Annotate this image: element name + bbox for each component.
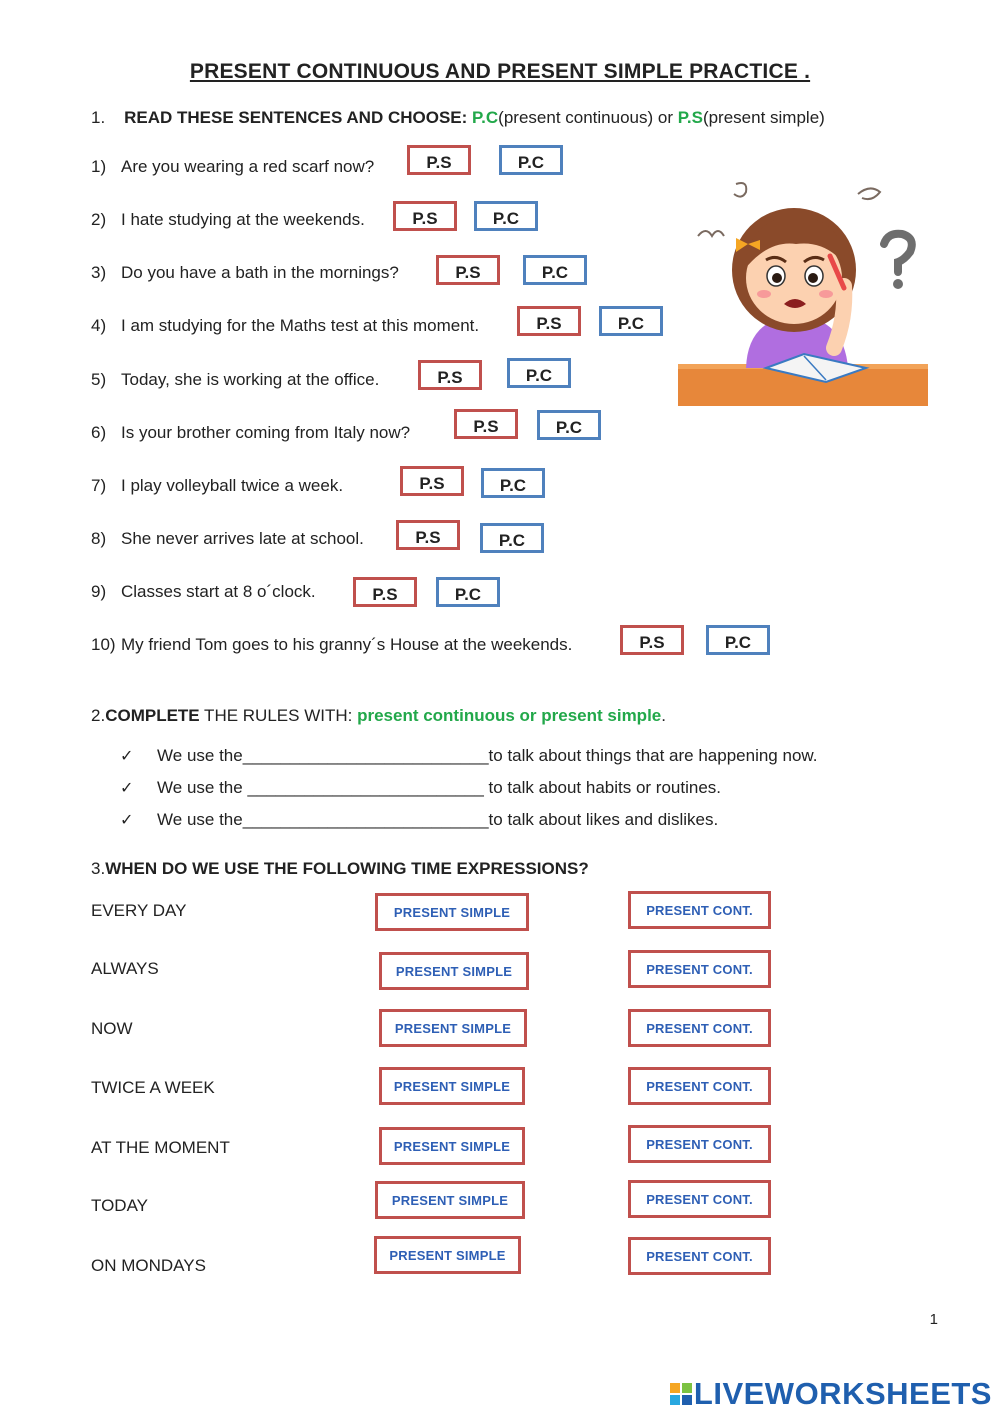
- pc-option-button[interactable]: P.C: [474, 201, 538, 231]
- confused-girl-illustration: [676, 178, 930, 410]
- checkmark-icon: ✓: [120, 780, 134, 797]
- section2-green: present continuous or present simple: [357, 706, 662, 725]
- rule-blank[interactable]: _________________________: [247, 778, 484, 797]
- present-simple-button[interactable]: PRESENT SIMPLE: [375, 1181, 525, 1219]
- present-cont-button[interactable]: PRESENT CONT.: [628, 1009, 771, 1047]
- sentence-num: 3): [91, 263, 107, 282]
- worksheet-title: PRESENT CONTINUOUS AND PRESENT SIMPLE PRACTICE .: [189, 60, 811, 83]
- sentence-text: Do you have a bath in the mornings?: [121, 263, 399, 282]
- ps-option-button[interactable]: P.S: [400, 466, 464, 496]
- sentence-text: She never arrives late at school.: [121, 529, 364, 548]
- section3-bold: WHEN DO WE USE THE FOLLOWING TIME EXPRESSIONS?: [105, 859, 589, 878]
- ps-option-button[interactable]: P.S: [393, 201, 457, 231]
- section3-heading: [91, 859, 589, 879]
- rule-row: [120, 810, 718, 830]
- time-expression: EVERY DAY: [91, 901, 187, 920]
- rule-end: to talk about likes and dislikes.: [488, 810, 719, 829]
- pc-option-button[interactable]: P.C: [507, 358, 571, 388]
- ps-option-button[interactable]: P.S: [353, 577, 417, 607]
- pc-option-button[interactable]: P.C: [706, 625, 770, 655]
- section2-heading: [91, 706, 666, 726]
- sentence-text: I play volleyball twice a week.: [121, 476, 344, 495]
- ps-option-button[interactable]: P.S: [517, 306, 581, 336]
- brand-text: LIVEWORKSHEETS: [693, 1376, 992, 1411]
- time-expression: TODAY: [91, 1196, 148, 1215]
- rule-blank[interactable]: __________________________: [242, 810, 489, 829]
- present-cont-button[interactable]: PRESENT CONT.: [628, 950, 771, 988]
- rule-end: to talk about habits or routines.: [483, 778, 722, 797]
- rule-start: We use the: [157, 746, 243, 765]
- pc-option-button[interactable]: P.C: [499, 145, 563, 175]
- pc-option-button[interactable]: P.C: [523, 255, 587, 285]
- sentence-num: 8): [91, 529, 107, 548]
- ps-option-button[interactable]: P.S: [620, 625, 684, 655]
- rule-row: [120, 778, 721, 798]
- pc-option-button[interactable]: P.C: [599, 306, 663, 336]
- rule-end: to talk about things that are happening now.: [488, 746, 818, 765]
- liveworksheets-logo-icon: [670, 1383, 692, 1405]
- time-expression: NOW: [91, 1019, 133, 1038]
- rule-start: We use the: [157, 778, 248, 797]
- sentence-num: 1): [91, 157, 107, 176]
- time-expression: TWICE A WEEK: [91, 1078, 215, 1097]
- sentence-num: 10): [91, 635, 116, 654]
- ps-code: P.S: [677, 108, 703, 127]
- question-mark-icon: [884, 234, 912, 272]
- pc-code: P.C: [472, 108, 499, 127]
- section1-instruction: READ THESE SENTENCES AND CHOOSE:: [124, 108, 468, 127]
- present-simple-button[interactable]: PRESENT SIMPLE: [379, 952, 529, 990]
- ps-option-button[interactable]: P.S: [436, 255, 500, 285]
- section1-number: 1.: [91, 108, 106, 127]
- section2-rest: THE RULES WITH:: [199, 706, 358, 725]
- ps-option-button[interactable]: P.S: [454, 409, 518, 439]
- present-simple-button[interactable]: PRESENT SIMPLE: [375, 893, 529, 931]
- sentence-num: 6): [91, 423, 107, 442]
- ps-option-button[interactable]: P.S: [396, 520, 460, 550]
- sentence-text: I hate studying at the weekends.: [121, 210, 365, 229]
- present-cont-button[interactable]: PRESENT CONT.: [628, 891, 771, 929]
- section3-number: 3.: [91, 859, 106, 878]
- present-simple-button[interactable]: PRESENT SIMPLE: [379, 1067, 525, 1105]
- present-simple-button[interactable]: PRESENT SIMPLE: [379, 1009, 527, 1047]
- pc-option-button[interactable]: P.C: [436, 577, 500, 607]
- sentence-text: Is your brother coming from Italy now?: [121, 423, 411, 442]
- sentence-num: 4): [91, 316, 107, 335]
- sentence-text: Today, she is working at the office.: [121, 370, 380, 389]
- present-simple-button[interactable]: PRESENT SIMPLE: [379, 1127, 525, 1165]
- pc-option-button[interactable]: P.C: [537, 410, 601, 440]
- present-cont-button[interactable]: PRESENT CONT.: [628, 1180, 771, 1218]
- page-number: 1: [929, 1311, 938, 1328]
- time-expression: AT THE MOMENT: [91, 1138, 230, 1157]
- sentence-num: 2): [91, 210, 107, 229]
- sentence-text: Classes start at 8 o´clock.: [121, 582, 316, 601]
- present-cont-button[interactable]: PRESENT CONT.: [628, 1125, 771, 1163]
- liveworksheets-logo[interactable]: [670, 1376, 992, 1412]
- present-cont-button[interactable]: PRESENT CONT.: [628, 1067, 771, 1105]
- swirl-icon: [734, 183, 746, 197]
- sentence-num: 5): [91, 370, 107, 389]
- sentence-text: Are you wearing a red scarf now?: [121, 157, 375, 176]
- section1-heading: [91, 108, 825, 128]
- sentence-num: 9): [91, 582, 107, 601]
- sentence-text: I am studying for the Maths test at this moment.: [121, 316, 480, 335]
- rule-row: [120, 746, 817, 766]
- time-expression: ALWAYS: [91, 959, 159, 978]
- section2-bold: COMPLETE: [105, 706, 200, 725]
- rule-start: We use the: [157, 810, 243, 829]
- sentence-num: 7): [91, 476, 107, 495]
- pc-desc: (present continuous) or: [498, 108, 678, 127]
- section2-end: .: [661, 706, 666, 725]
- section2-number: 2.: [91, 706, 106, 725]
- ps-desc: (present simple): [702, 108, 825, 127]
- checkmark-icon: ✓: [120, 748, 134, 765]
- pc-option-button[interactable]: P.C: [480, 523, 544, 553]
- pc-option-button[interactable]: P.C: [481, 468, 545, 498]
- present-cont-button[interactable]: PRESENT CONT.: [628, 1237, 771, 1275]
- ps-option-button[interactable]: P.S: [418, 360, 482, 390]
- sentence-text: My friend Tom goes to his granny´s House at the weekends.: [121, 635, 573, 654]
- time-expression: ON MONDAYS: [91, 1256, 206, 1275]
- rule-blank[interactable]: __________________________: [242, 746, 489, 765]
- checkmark-icon: ✓: [120, 812, 134, 829]
- present-simple-button[interactable]: PRESENT SIMPLE: [374, 1236, 521, 1274]
- ps-option-button[interactable]: P.S: [407, 145, 471, 175]
